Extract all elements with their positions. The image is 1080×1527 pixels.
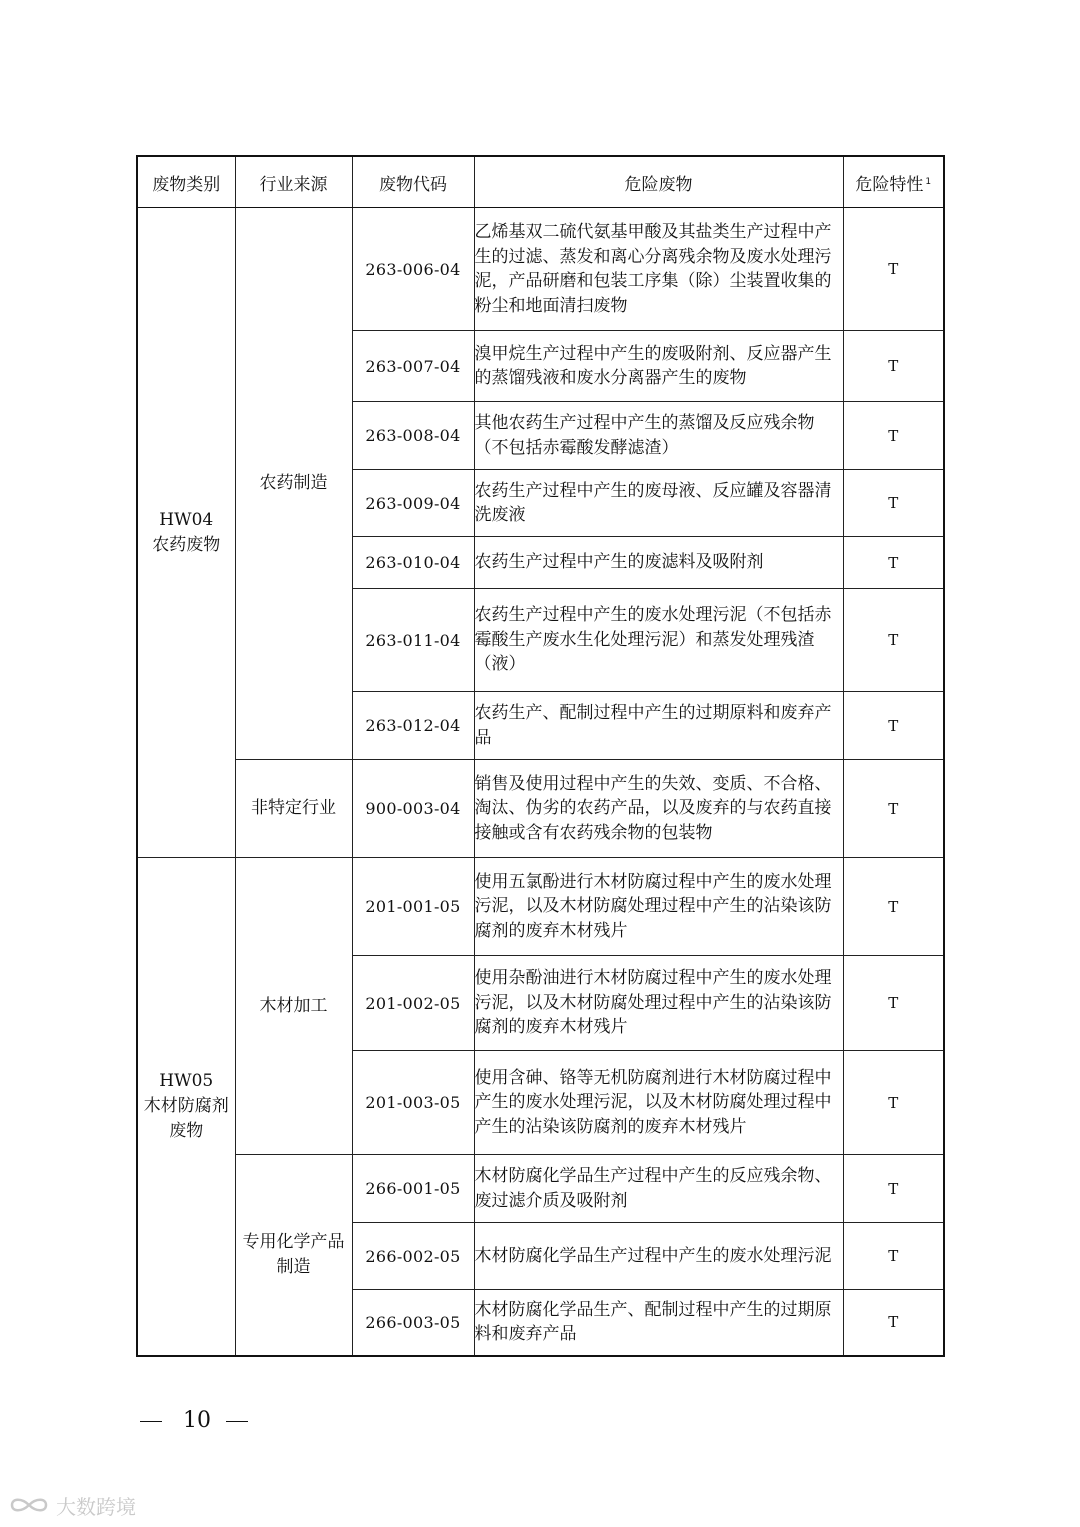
waste-description: 农药生产过程中产生的废滤料及吸附剂 [474, 537, 843, 589]
infinity-logo-icon [8, 1494, 50, 1516]
header-hazard-label: 危险特性 [855, 174, 924, 195]
waste-code: 263-006-04 [352, 208, 474, 331]
waste-code: 201-001-05 [352, 858, 474, 956]
category-cell [137, 208, 235, 858]
waste-description: 使用含砷、铬等无机防腐剂进行木材防腐过程中产生的废水处理污泥，以及木材防腐处理过程中产生的沾染该防腐剂的废弃木材残片 [474, 1051, 843, 1155]
source-cell: 农药制造 [235, 208, 352, 760]
waste-description: 其他农药生产过程中产生的蒸馏及反应残余物（不包括赤霉酸发酵滤渣） [474, 402, 843, 470]
waste-code: 263-011-04 [352, 589, 474, 692]
waste-description: 木材防腐化学品生产过程中产生的废水处理污泥 [474, 1223, 843, 1290]
table-row [137, 1155, 944, 1223]
waste-description: 木材防腐化学品生产过程中产生的反应残余物、废过滤介质及吸附剂 [474, 1155, 843, 1223]
category-code: HW05 [159, 1070, 214, 1091]
page-footer [140, 1406, 260, 1436]
table-row [137, 760, 944, 858]
header-waste: 危险废物 [474, 156, 843, 208]
page-number: 10 [183, 1408, 211, 1433]
header-code: 废物代码 [352, 156, 474, 208]
waste-description: 使用五氯酚进行木材防腐过程中产生的废水处理污泥，以及木材防腐处理过程中产生的沾染该防腐剂的废弃木材残片 [474, 858, 843, 956]
table-header-row [137, 156, 944, 208]
hazard-property: T [843, 208, 944, 331]
category-code: HW04 [159, 509, 214, 530]
hazardous-waste-table [136, 155, 945, 1357]
waste-code: 201-002-05 [352, 956, 474, 1051]
waste-code: 263-007-04 [352, 331, 474, 402]
waste-description: 木材防腐化学品生产、配制过程中产生的过期原料和废弃产品 [474, 1290, 843, 1356]
hazard-property: T [843, 589, 944, 692]
waste-code: 266-001-05 [352, 1155, 474, 1223]
hazard-property: T [843, 537, 944, 589]
hazard-property: T [843, 1223, 944, 1290]
waste-code: 263-009-04 [352, 470, 474, 537]
waste-code: 263-010-04 [352, 537, 474, 589]
waste-code: 201-003-05 [352, 1051, 474, 1155]
hazard-property: T [843, 1290, 944, 1356]
table-row [137, 858, 944, 956]
waste-description: 使用杂酚油进行木材防腐过程中产生的废水处理污泥，以及木材防腐处理过程中产生的沾染该防腐剂的废弃木材残片 [474, 956, 843, 1051]
category-name: 农药废物 [152, 534, 221, 555]
waste-description: 乙烯基双二硫代氨基甲酸及其盐类生产过程中产生的过滤、蒸发和离心分离残余物及废水处理污泥，产品研磨和包装工序集（除）尘装置收集的粉尘和地面清扫废物 [474, 208, 843, 331]
hazard-property: T [843, 1155, 944, 1223]
waste-description: 销售及使用过程中产生的失效、变质、不合格、淘汰、伪劣的农药产品，以及废弃的与农药直接接触或含有农药残余物的包装物 [474, 760, 843, 858]
hazard-property: T [843, 858, 944, 956]
header-source: 行业来源 [235, 156, 352, 208]
waste-code: 266-002-05 [352, 1223, 474, 1290]
waste-code: 900-003-04 [352, 760, 474, 858]
footer-dash-left [140, 1421, 162, 1422]
category-cell [137, 858, 235, 1356]
watermark-text: 大数跨境 [56, 1494, 136, 1519]
footer-dash-right [226, 1421, 248, 1422]
waste-description: 农药生产、配制过程中产生的过期原料和废弃产品 [474, 692, 843, 760]
hazard-property: T [843, 692, 944, 760]
hazard-property: T [843, 331, 944, 402]
hazard-property: T [843, 956, 944, 1051]
waste-code: 263-008-04 [352, 402, 474, 470]
waste-code: 266-003-05 [352, 1290, 474, 1356]
table-row [137, 208, 944, 331]
source-cell: 专用化学产品制造 [235, 1155, 352, 1356]
hazard-property: T [843, 402, 944, 470]
footnote-marker: 1 [925, 176, 932, 187]
hazard-property: T [843, 760, 944, 858]
waste-code: 263-012-04 [352, 692, 474, 760]
header-hazard [843, 156, 944, 208]
watermark [8, 1490, 136, 1520]
category-name: 木材防腐剂废物 [143, 1095, 229, 1141]
waste-description: 农药生产过程中产生的废水处理污泥（不包括赤霉酸生产废水生化处理污泥）和蒸发处理残渣（液） [474, 589, 843, 692]
header-category: 废物类别 [137, 156, 235, 208]
waste-description: 溴甲烷生产过程中产生的废吸附剂、反应器产生的蒸馏残液和废水分离器产生的废物 [474, 331, 843, 402]
source-cell: 非特定行业 [235, 760, 352, 858]
waste-description: 农药生产过程中产生的废母液、反应罐及容器清洗废液 [474, 470, 843, 537]
hazard-property: T [843, 470, 944, 537]
source-cell: 木材加工 [235, 858, 352, 1155]
hazard-property: T [843, 1051, 944, 1155]
